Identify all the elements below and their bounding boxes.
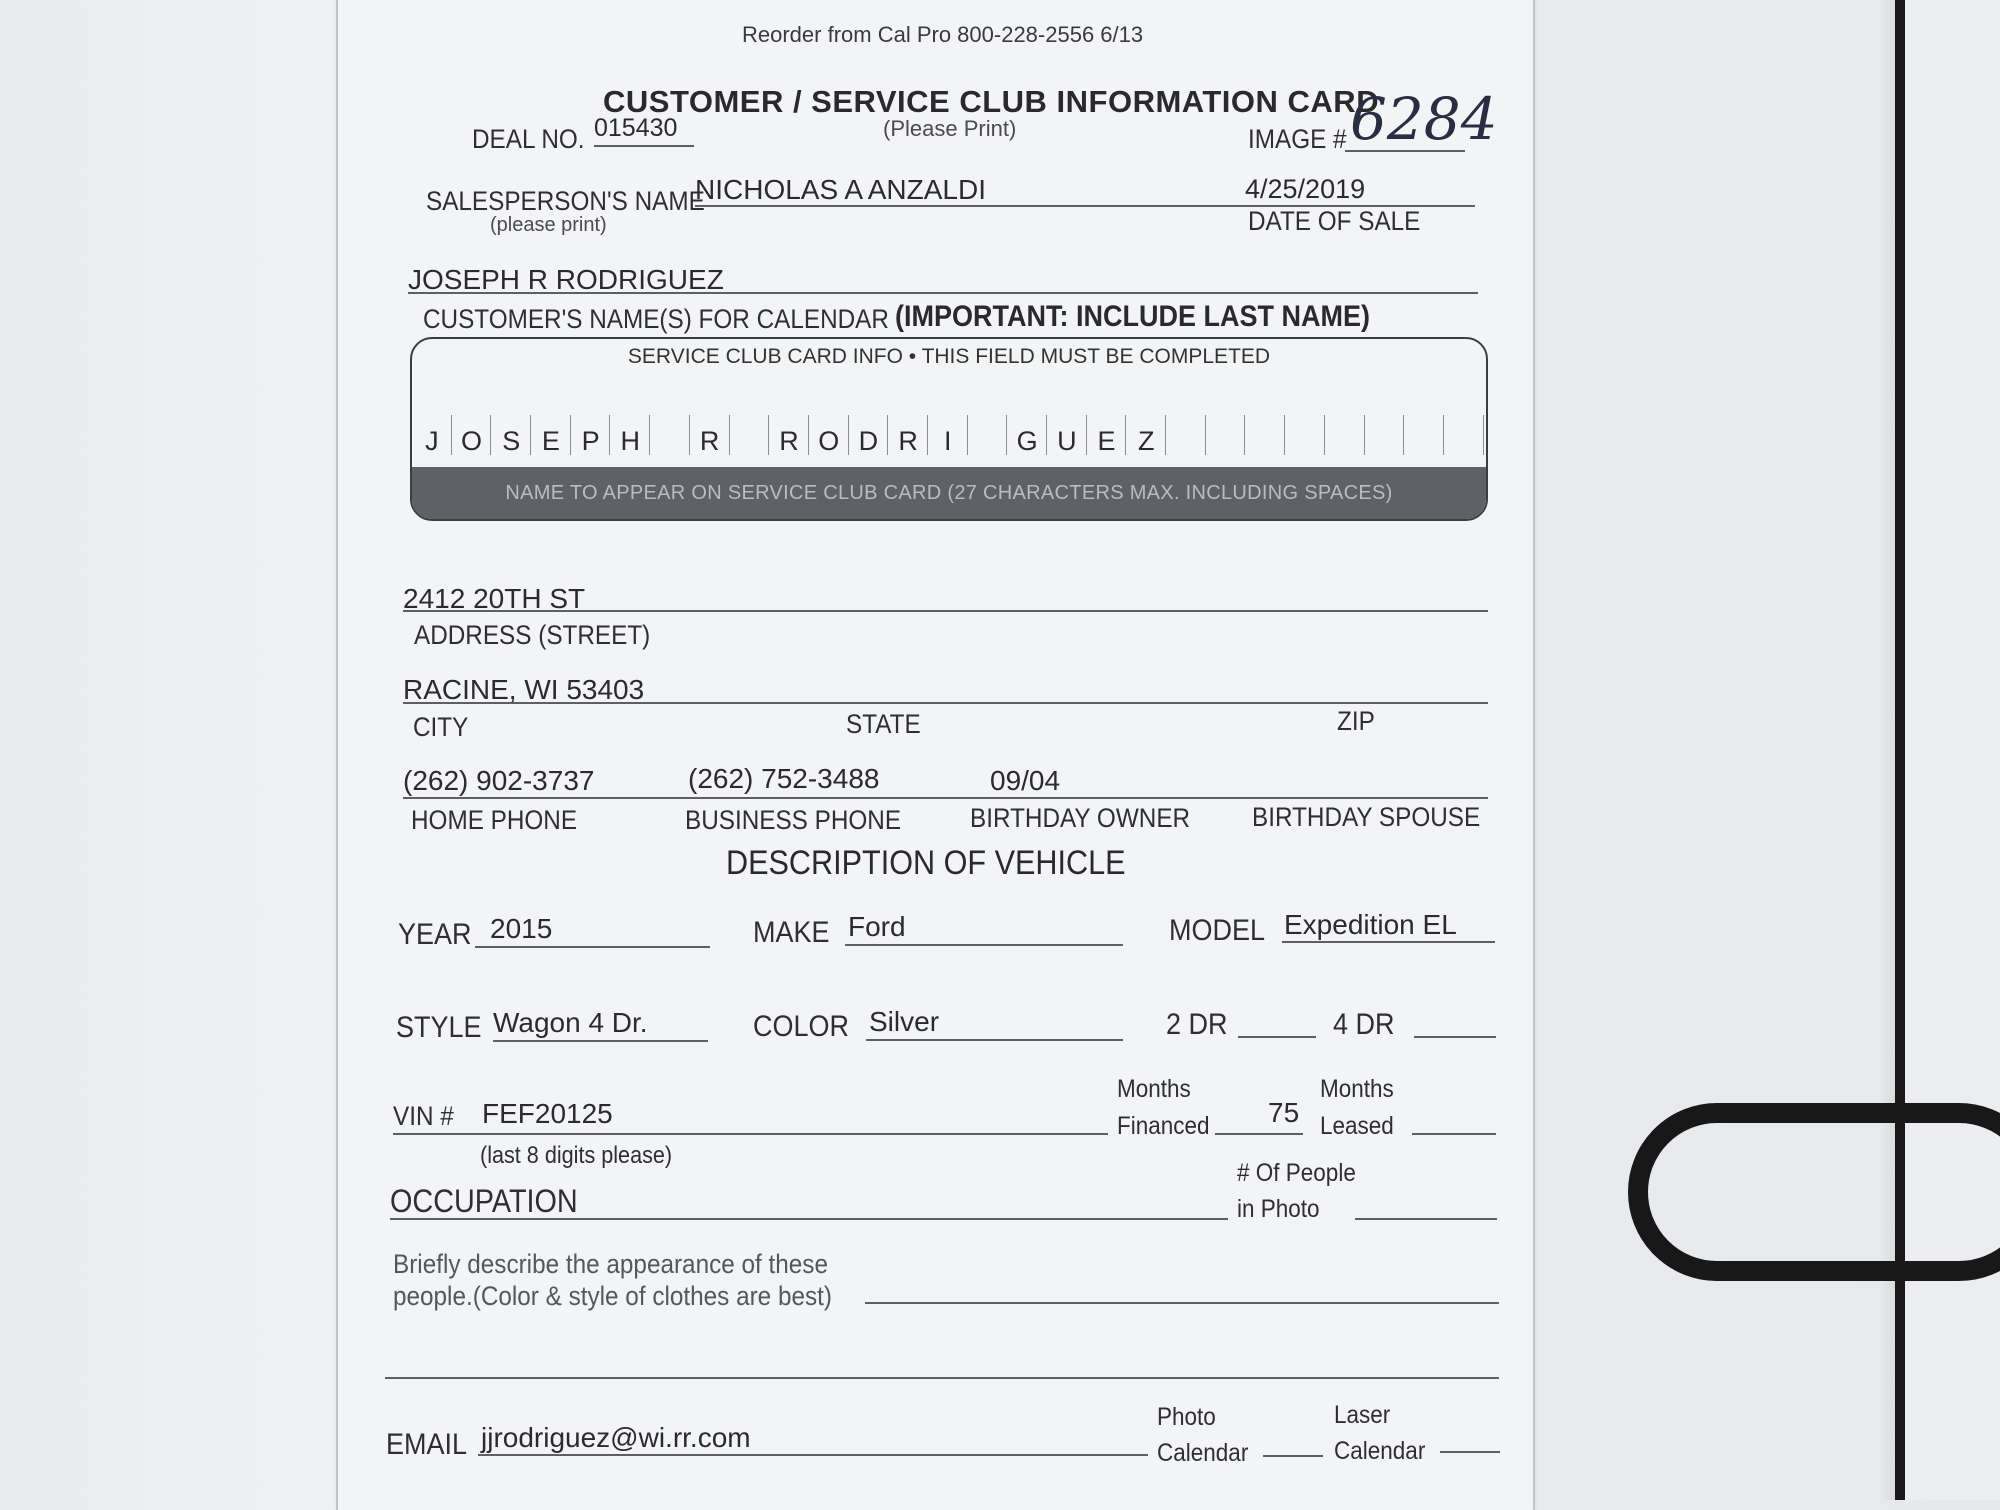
style-value: Wagon 4 Dr. [493,1007,648,1038]
people-label-2: in Photo [1237,1195,1320,1223]
salesperson-label: SALESPERSON'S NAME [426,186,705,216]
street-label: ADDRESS (STREET) [414,620,651,650]
months-financed-value: 75 [1268,1097,1300,1128]
letter-cell: G [1007,409,1047,467]
birthday-owner-label: BIRTHDAY OWNER [970,803,1191,833]
email-value: jjrodriguez@wi.rr.com [481,1422,751,1453]
two-door-label: 2 DR [1166,1008,1228,1041]
style-label: STYLE [396,1011,482,1044]
street-line [403,610,1488,612]
letter-cell [1404,409,1444,467]
home-phone-label: HOME PHONE [411,805,578,835]
vehicle-heading: DESCRIPTION OF VEHICLE [726,844,1126,882]
letter-cell [1166,409,1206,467]
make-line [845,944,1123,946]
customer-name-label: CUSTOMER'S NAME(S) FOR CALENDAR [423,304,889,334]
letter-cell: R [690,409,730,467]
laser-calendar-line [1440,1451,1500,1453]
months-leased-line [1412,1133,1496,1135]
describe-label-2: people.(Color & style of clothes are best) [393,1281,832,1311]
laser-calendar-label-2: Calendar [1334,1437,1426,1465]
birthday-spouse-label: BIRTHDAY SPOUSE [1252,802,1481,832]
image-no-value: 6284 [1350,85,1498,153]
people-label-1: # Of People [1237,1159,1356,1187]
salesperson-sub: (please print) [490,214,607,236]
letter-cell: P [571,409,611,467]
occupation-label: OCCUPATION [390,1183,578,1219]
letter-cell: R [769,409,809,467]
salesperson-value: NICHOLAS A ANZALDI [695,174,986,205]
four-door-line [1414,1036,1496,1038]
letter-cell: U [1047,409,1087,467]
color-line [866,1039,1123,1041]
letter-cell [1365,409,1405,467]
letter-cell [1444,409,1484,467]
image-no-label: IMAGE # [1248,124,1347,154]
describe-line-1 [865,1302,1499,1304]
letter-cell: E [531,409,571,467]
style-line [493,1040,708,1042]
date-of-sale-value: 4/25/2019 [1245,174,1366,204]
letter-cell: J [412,409,452,467]
deal-no-line [594,145,694,147]
service-club-heading: SERVICE CLUB CARD INFO • THIS FIELD MUST BE COMPLETED [627,345,1271,368]
image-no-line [1345,150,1465,152]
occupation-line [390,1218,1228,1220]
months-financed-label-1: Months [1117,1075,1191,1103]
state-label: STATE [846,709,921,739]
letter-cell [650,409,690,467]
describe-line-2 [385,1377,1499,1379]
letter-cell: O [452,409,492,467]
vin-label: VIN # [393,1101,454,1131]
service-club-band [412,467,1486,519]
reorder-note: Reorder from Cal Pro 800-228-2556 6/13 [742,22,1144,47]
letter-cell [968,409,1008,467]
letter-cell [730,409,770,467]
letter-cell: I [928,409,968,467]
letter-cell: E [1087,409,1127,467]
street-value: 2412 20TH ST [403,583,586,614]
months-leased-label-1: Months [1320,1075,1394,1103]
months-financed-line [1215,1133,1303,1135]
service-club-letter-grid [412,409,1486,467]
elastic-cord [1628,1103,2000,1281]
please-print-note: (Please Print) [883,116,1017,141]
customer-name-value: JOSEPH R RODRIGUEZ [408,264,724,295]
four-door-label: 4 DR [1333,1008,1395,1041]
vin-sub-label: (last 8 digits please) [480,1142,673,1169]
letter-cell [1285,409,1325,467]
letter-cell: D [849,409,889,467]
two-door-line [1238,1036,1316,1038]
letter-cell [1245,409,1285,467]
home-phone-value: (262) 902-3737 [403,765,595,796]
phones-line [403,797,1488,799]
service-club-box [410,337,1488,521]
deal-no-label: DEAL NO. [472,124,585,154]
city-value: RACINE, WI 53403 [403,674,645,705]
model-line [1282,941,1495,943]
birthday-owner-value: 09/04 [990,765,1061,796]
business-phone-label: BUSINESS PHONE [685,805,902,835]
year-value: 2015 [490,913,553,944]
deal-no-value: 015430 [594,114,678,142]
model-value: Expedition EL [1284,909,1457,940]
people-line [1355,1218,1497,1220]
vin-value: FEF20125 [482,1098,613,1129]
zip-label: ZIP [1337,706,1375,736]
business-phone-value: (262) 752-3488 [688,763,880,794]
letter-cell: H [610,409,650,467]
letter-cell: O [809,409,849,467]
months-financed-label-2: Financed [1117,1112,1210,1140]
letter-cell [1206,409,1246,467]
city-line [403,702,1488,704]
important-note: (IMPORTANT: INCLUDE LAST NAME) [895,300,1370,333]
city-label: CITY [413,712,469,742]
photo-calendar-line [1263,1455,1323,1457]
date-of-sale-label: DATE OF SALE [1248,206,1421,236]
form-title: CUSTOMER / SERVICE CLUB INFORMATION CARD [603,84,1380,119]
photo-calendar-label-1: Photo [1157,1403,1216,1431]
make-label: MAKE [753,916,830,949]
letter-cell: Z [1126,409,1166,467]
describe-label-1: Briefly describe the appearance of these [393,1249,828,1279]
letter-cell [1325,409,1365,467]
service-club-band-text: NAME TO APPEAR ON SERVICE CLUB CARD (27 CHARACTERS MAX. INCLUDING SPACES) [505,481,1393,504]
email-label: EMAIL [386,1428,468,1461]
color-label: COLOR [753,1010,850,1043]
photo-calendar-label-2: Calendar [1157,1439,1249,1467]
email-line [478,1454,1148,1456]
year-line [475,946,710,948]
vin-line [393,1133,1108,1135]
letter-cell: S [491,409,531,467]
customer-name-line [408,292,1478,294]
make-value: Ford [848,911,906,942]
months-leased-label-2: Leased [1320,1112,1394,1140]
laser-calendar-label-1: Laser [1334,1401,1391,1429]
color-value: Silver [869,1006,940,1037]
year-label: YEAR [398,918,472,951]
letter-cell: R [888,409,928,467]
model-label: MODEL [1169,914,1266,947]
